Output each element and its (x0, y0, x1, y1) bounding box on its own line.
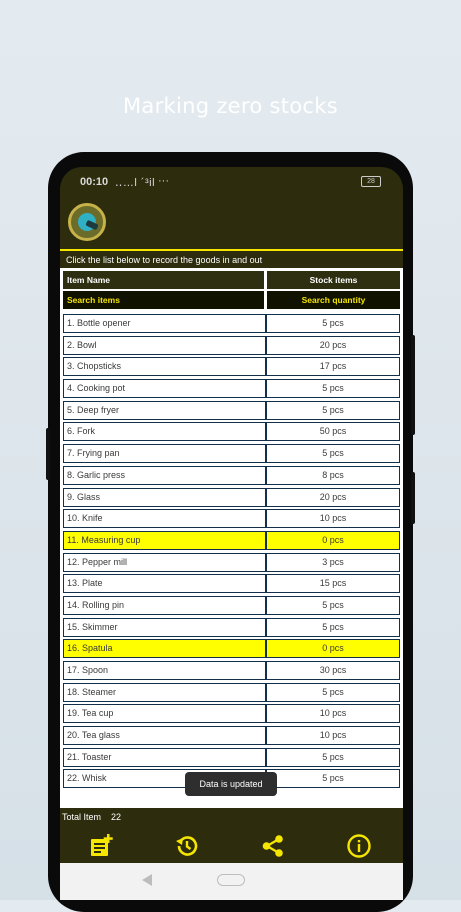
item-name: 6. Fork (67, 426, 96, 437)
item-name: 21. Toaster (67, 751, 112, 762)
item-quantity: 5 pcs (265, 684, 399, 701)
item-quantity: 30 pcs (265, 662, 399, 679)
item-quantity: 5 pcs (265, 380, 399, 397)
item-quantity: 17 pcs (265, 358, 399, 375)
item-name: 15. Skimmer (67, 621, 118, 632)
toast-message: Data is updated (185, 772, 277, 796)
item-quantity: 20 pcs (265, 489, 399, 506)
logo-mark-icon (78, 213, 96, 231)
header-divider (60, 249, 403, 251)
item-name: 10. Knife (67, 513, 103, 524)
item-name: 9. Glass (67, 491, 101, 502)
item-quantity: 5 pcs (265, 770, 399, 787)
item-name: 7. Frying pan (67, 448, 120, 459)
item-name: 20. Tea glass (67, 730, 120, 741)
stock-row[interactable] (63, 748, 400, 767)
share-icon[interactable] (260, 833, 286, 859)
item-quantity: 10 pcs (265, 510, 399, 527)
stock-row[interactable] (63, 683, 400, 702)
status-bar (60, 167, 403, 197)
search-quantity-field[interactable]: Search quantity (267, 291, 400, 309)
item-name: 8. Garlic press (67, 469, 126, 480)
item-quantity: 8 pcs (265, 467, 399, 484)
stock-row[interactable] (63, 336, 400, 355)
stock-row[interactable] (63, 639, 400, 658)
signal-icon: ‥…l ´³il (115, 177, 156, 189)
stock-row[interactable] (63, 314, 400, 333)
phone-side-button (411, 472, 415, 524)
stock-row[interactable] (63, 509, 400, 528)
item-name: 5. Deep fryer (67, 404, 120, 415)
item-quantity: 10 pcs (265, 705, 399, 722)
item-quantity: 5 pcs (265, 749, 399, 766)
item-quantity: 20 pcs (265, 337, 399, 354)
item-quantity: 5 pcs (265, 597, 399, 614)
back-icon[interactable] (142, 874, 152, 886)
item-name: 16. Spatula (67, 643, 113, 654)
item-quantity: 3 pcs (265, 554, 399, 571)
info-icon[interactable] (346, 833, 372, 859)
item-quantity: 0 pcs (265, 640, 399, 657)
status-time: 00:10 (80, 176, 109, 188)
stock-row[interactable] (63, 596, 400, 615)
item-name: 3. Chopsticks (67, 361, 122, 372)
app-logo[interactable] (68, 203, 106, 241)
stock-row[interactable] (63, 488, 400, 507)
system-nav-bar (60, 863, 403, 900)
stock-row[interactable] (63, 553, 400, 572)
item-name: 2. Bowl (67, 339, 97, 350)
stock-table (60, 268, 403, 808)
bottom-toolbar (60, 827, 403, 863)
promo-headline: Marking zero stocks (123, 94, 338, 118)
item-name: 17. Spoon (67, 665, 109, 675)
stock-row[interactable] (63, 401, 400, 420)
add-note-icon[interactable] (88, 833, 114, 859)
battery-icon: 28 (361, 176, 381, 187)
phone-side-button (411, 335, 415, 435)
item-name: 14. Rolling pin (67, 599, 125, 610)
stock-row[interactable] (63, 726, 400, 745)
app-screen (60, 167, 403, 900)
item-quantity: 5 pcs (265, 315, 399, 332)
item-quantity: 5 pcs (265, 619, 399, 636)
more-status-icon: ··· (158, 175, 169, 187)
stock-row[interactable] (63, 357, 400, 376)
history-icon[interactable] (174, 833, 200, 859)
item-quantity: 15 pcs (265, 575, 399, 592)
header-item-name: Item Name (63, 271, 264, 289)
item-quantity: 5 pcs (265, 445, 399, 462)
phone-side-button (46, 428, 50, 480)
total-label: Total Item (62, 812, 102, 822)
instruction-text: Click the list below to record the goods in and out (66, 255, 263, 265)
item-name: 19. Tea cup (67, 708, 114, 719)
stock-row[interactable] (63, 466, 400, 485)
search-items-field[interactable]: Search items (63, 291, 264, 309)
home-icon[interactable] (217, 874, 245, 886)
total-items (62, 812, 121, 822)
item-quantity: 50 pcs (265, 423, 399, 440)
stock-row[interactable] (63, 704, 400, 723)
item-name: 12. Pepper mill (67, 556, 128, 567)
item-quantity: 5 pcs (265, 402, 399, 419)
stock-row[interactable] (63, 574, 400, 593)
total-count: 22 (111, 812, 122, 822)
stock-row[interactable] (63, 531, 400, 550)
stock-list (63, 314, 400, 791)
stock-row[interactable] (63, 379, 400, 398)
item-name: 4. Cooking pot (67, 383, 126, 394)
item-name: 1. Bottle opener (67, 318, 131, 328)
item-name: 13. Plate (67, 578, 103, 589)
item-quantity: 10 pcs (265, 727, 399, 744)
table-header-row (63, 271, 400, 289)
item-quantity: 0 pcs (265, 532, 399, 549)
header-stock-items: Stock items (267, 271, 400, 289)
stock-row[interactable] (63, 661, 400, 680)
item-name: 22. Whisk (67, 773, 107, 784)
stock-row[interactable] (63, 618, 400, 637)
item-name: 18. Steamer (67, 686, 117, 697)
item-name: 11. Measuring cup (67, 534, 141, 545)
stock-row[interactable] (63, 422, 400, 441)
stock-row[interactable] (63, 444, 400, 463)
table-search-row (63, 291, 400, 309)
